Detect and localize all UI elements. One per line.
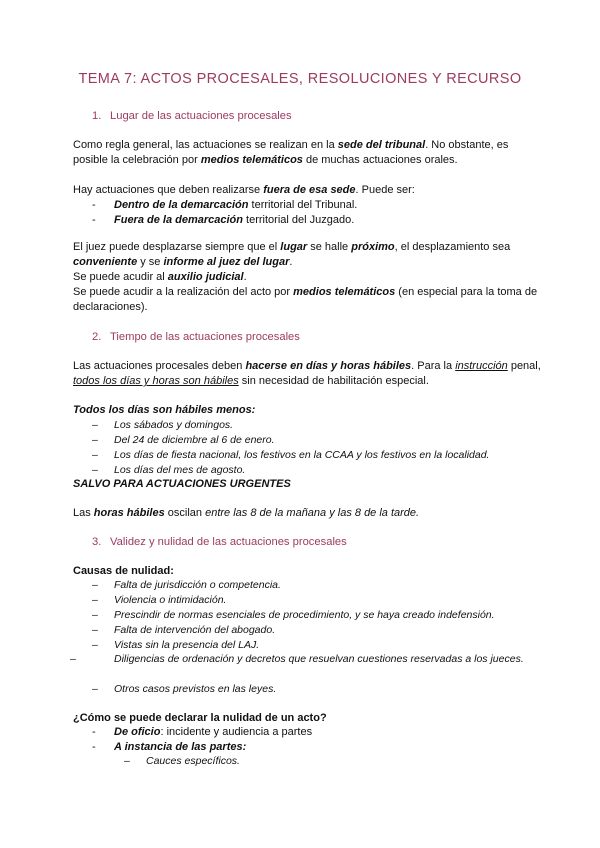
- list-item: – Falta de jurisdicción o competencia.: [92, 579, 281, 591]
- section-heading-1: 1. Lugar de las actuaciones procesales: [92, 110, 292, 122]
- list-item: – Otros casos previstos en las leyes.: [92, 683, 277, 695]
- paragraph-desplazamiento: El juez puede desplazarse siempre que el lugar se halle próximo, el desplazamiento sea conveniente y se informe al juez del lugar.: [73, 241, 511, 268]
- document-title: TEMA 7: ACTOS PROCESALES, RESOLUCIONES Y RECURSO: [78, 71, 522, 87]
- list-item: – Falta de intervención del abogado.: [92, 624, 276, 636]
- list-item: - Fuera de la demarcación territorial del Juzgado.: [92, 214, 355, 226]
- salvo-urgentes: SALVO PARA ACTUACIONES URGENTES: [73, 478, 291, 490]
- paragraph-auxilio: Se puede acudir al auxilio judicial.: [73, 271, 247, 283]
- paragraph-horas-habiles: Las horas hábiles oscilan entre las 8 de la mañana y las 8 de la tarde.: [73, 507, 420, 519]
- list-item: – Los días del mes de agosto.: [92, 464, 246, 476]
- declarar-heading: ¿Cómo se puede declarar la nulidad de un acto?: [73, 712, 327, 724]
- paragraph-telematicos: Se puede acudir a la realización del acto por medios telemáticos (en especial para la toma de declaraciones).: [73, 286, 538, 313]
- list-item: – Los días de fiesta nacional, los festivos en la CCAA y los festivos en la localidad.: [92, 449, 490, 461]
- paragraph-sede: Como regla general, las actuaciones se realizan en la sede del tribunal. No obstante, es posible la celebración por medios telemáticos de muchas actuaciones orales.: [73, 139, 509, 166]
- list-item: - A instancia de las partes:: [92, 741, 247, 753]
- list-item: - Dentro de la demarcación territorial del Tribunal.: [92, 199, 358, 211]
- list-item: – Cauces específicos.: [124, 755, 240, 767]
- section-heading-2: 2. Tiempo de las actuaciones procesales: [92, 331, 300, 343]
- list-item: – Los sábados y domingos.: [92, 419, 234, 431]
- habiles-heading: Todos los días son hábiles menos:: [73, 404, 256, 416]
- list-item: - De oficio: incidente y audiencia a partes: [92, 726, 313, 738]
- list-item: – Diligencias de ordenación y decretos que resuelvan cuestiones reservadas a los jueces.: [70, 653, 524, 665]
- list-item: – Vistas sin la presencia del LAJ.: [92, 639, 260, 651]
- paragraph-fuera-sede: Hay actuaciones que deben realizarse fuera de esa sede. Puede ser:: [73, 184, 415, 196]
- nulidad-heading: Causas de nulidad:: [73, 565, 174, 577]
- paragraph-dias-habiles: Las actuaciones procesales deben hacerse en días y horas hábiles. Para la instrucción penal, todos los días y horas son hábiles sin necesidad de habilitación especial.: [73, 360, 541, 387]
- section-heading-3: 3. Validez y nulidad de las actuaciones procesales: [92, 536, 347, 548]
- list-item: – Del 24 de diciembre al 6 de enero.: [92, 434, 275, 446]
- list-item: – Prescindir de normas esenciales de procedimiento, y se haya creado indefensión.: [92, 609, 495, 621]
- list-item: – Violencia o intimidación.: [92, 594, 227, 606]
